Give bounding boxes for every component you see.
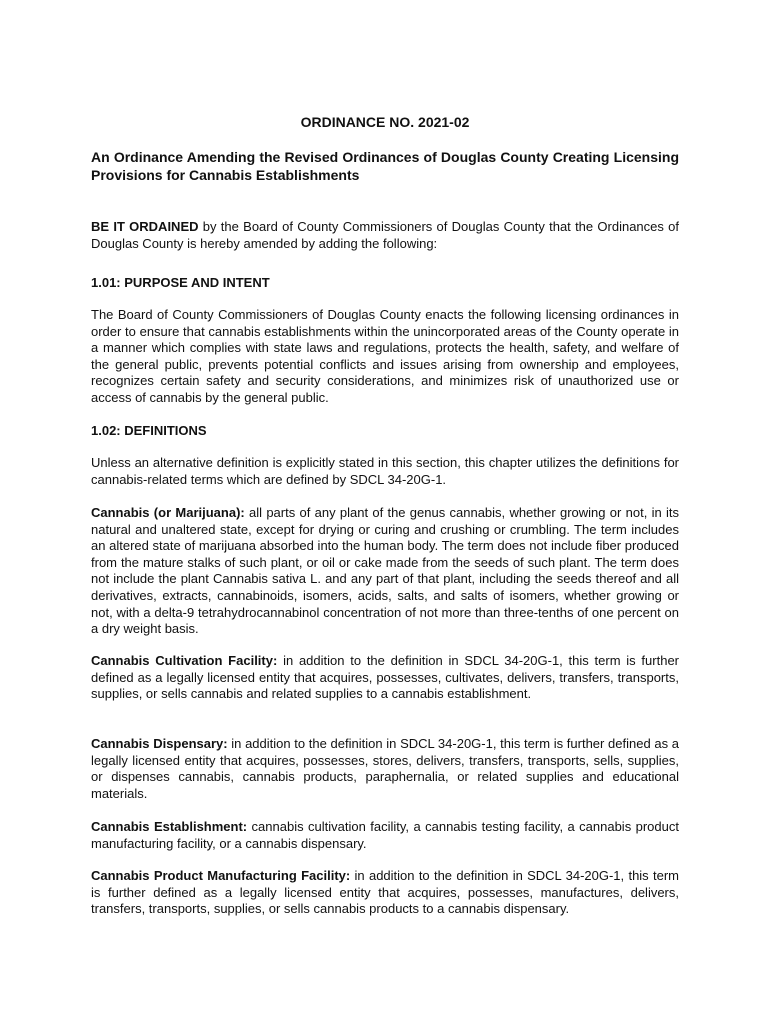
ordinance-title: ORDINANCE NO. 2021-02 (300, 114, 470, 130)
definition-text: in addition to the definition in SDCL 34-20G-1, this term is further defined as a legally licensed entity that acquires, possesses, manufactures, delivers, transfers, transports, supplies, or sells cannabis products to a cannabis dispensary. (91, 868, 679, 917)
definition-text: in addition to the definition in SDCL 34-20G-1, this term is further defined as a legally licensed entity that acquires, possesses, stores, delivers, transfers, transports, sells, supplies, or dispenses cannabis, cannabis products, paraphernalia, or related supplies and educational materials. (91, 736, 679, 801)
definition-term: Cannabis Establishment: (91, 819, 248, 834)
definition-cannabis (91, 505, 679, 638)
definition-cultivation-facility (91, 653, 679, 703)
definition-product-manufacturing-facility (91, 868, 679, 918)
definition-text: cannabis cultivation facility, a cannabis testing facility, a cannabis product manufacturing facility, or a cannabis dispensary. (91, 819, 679, 851)
section-heading-purpose: 1.01: PURPOSE AND INTENT (91, 275, 270, 290)
enactment-text: by the Board of County Commissioners of Douglas County that the Ordinances of Douglas County is hereby amended by adding the following: (91, 219, 680, 251)
enactment-lead: BE IT ORDAINED (91, 219, 199, 234)
section-body-definitions: Unless an alternative definition is explicitly stated in this section, this chapter utilizes the definitions for cannabis-related terms which are defined by SDCL 34-20G-1. (91, 455, 679, 487)
section-heading-definitions: 1.02: DEFINITIONS (91, 423, 207, 438)
definition-term: Cannabis Product Manufacturing Facility: (91, 868, 351, 883)
definition-term: Cannabis Cultivation Facility: (91, 653, 278, 668)
definition-term: Cannabis (or Marijuana): (91, 505, 245, 520)
definition-dispensary (91, 736, 679, 802)
definition-term: Cannabis Dispensary: (91, 736, 228, 751)
definition-text: all parts of any plant of the genus cannabis, whether growing or not, in its natural and unaltered state, except for drying or curing and crushing or crumbling. The term includes an altered state of marijuana absorbed into the human body. The term does not include fiber produced from the mature stalks of such plant, or oil or cake made from the seeds of such plant. The term does not include the plant Cannabis sativa L. and any part of that plant, including the seeds thereof and all derivatives, extracts, cannabinoids, isomers, acids, salts, and salts of isomers, whether growing or not, with a delta-9 tetrahydrocannabinol concentration of not more than three-tenths of one percent on a dry weight basis. (91, 505, 679, 637)
definition-establishment (91, 819, 679, 852)
section-body-purpose: The Board of County Commissioners of Douglas County enacts the following licensing ordinances in order to ensure that cannabis establishments within the unincorporated areas of the County operate in a manner which complies with state laws and regulations, protects the health, safety, and welfare of the general public, prevents potential conflicts and issues arising from ownership and employees, recognizes certain safety and security considerations, and minimizes risk of unauthorized use or access of cannabis by the general public. (91, 307, 679, 405)
enactment-clause (91, 219, 679, 252)
definition-text: in addition to the definition in SDCL 34-20G-1, this term is further defined as a legally licensed entity that acquires, possesses, cultivates, delivers, transfers, transports, supplies, or sells cannabis and related supplies to a cannabis establishment. (91, 653, 679, 702)
ordinance-subtitle: An Ordinance Amending the Revised Ordinances of Douglas County Creating Licensing Provisions for Cannabis Establishments (91, 149, 679, 183)
